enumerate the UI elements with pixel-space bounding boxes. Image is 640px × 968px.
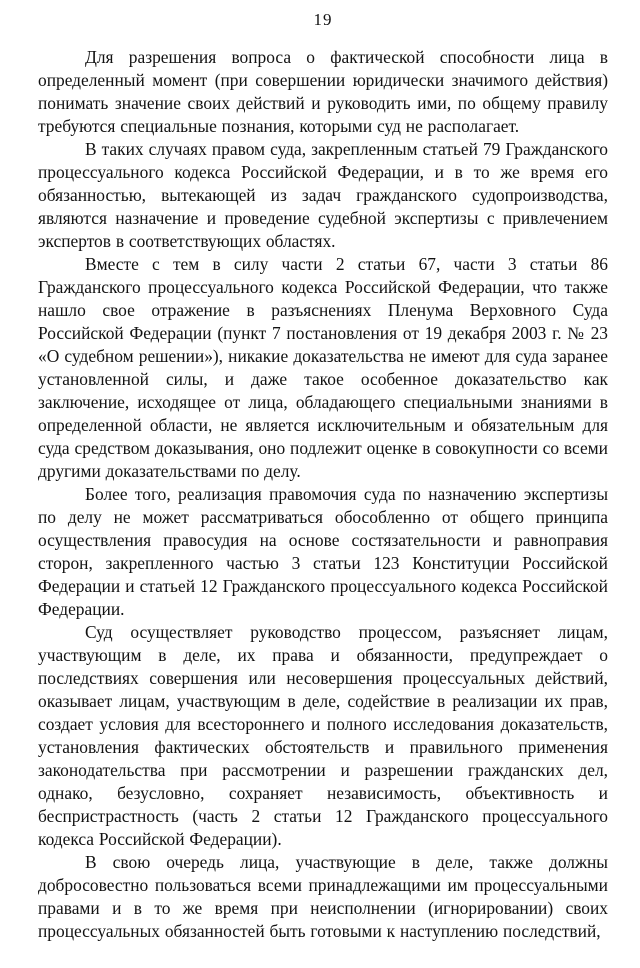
paragraph: Вместе с тем в силу части 2 статьи 67, части 3 статьи 86 Гражданского процессуального кодекса Российской Федерации, что также нашло свое отражение в разъяснениях Пленума Верховного Суда Российской Федерации (пункт 7 постановления от 19 декабря 2003 г. № 23 «О судебном решении»), никакие доказательства не имеют для суда заранее установленной силы, и даже такое особенное доказательство как заключение, исходящее от лица, обладающего специальными знаниями в определенной области, не является исключительным и обязательным для суда средством доказывания, оно подлежит оценке в совокупности со всеми другими доказательствами по делу. (38, 254, 608, 481)
paragraph: В свою очередь лица, участвующие в деле, также должны добросовестно пользоваться всеми принадлежащими им процессуальными правами и в то же время при неисполнении (игнорировании) своих процессуальных обязанностей быть готовыми к наступлению последствий, (38, 852, 608, 941)
document-body (38, 46, 608, 943)
paragraph: Суд осуществляет руководство процессом, разъясняет лицам, участвующим в деле, их права и обязанности, предупреждает о последствиях совершения или несовершения процессуальных действий, оказывает лицам, участвующим в деле, содействие в реализации их прав, создает условия для всестороннего и полного исследования доказательств, установления фактических обстоятельств и правильного применения законодательства при рассмотрении и разрешении гражданских дел, однако, безусловно, сохраняет независимость, объективность и беспристрастность (часть 2 статьи 12 Гражданского процессуального кодекса Российской Федерации). (38, 622, 608, 849)
page-number: 19 (313, 10, 333, 29)
paragraph: Для разрешения вопроса о фактической способности лица в определенный момент (при совершении юридически значимого действия) понимать значение своих действий и руководить ими, по общему правилу требуются специальные познания, которыми суд не располагает. (38, 47, 608, 136)
paragraph: В таких случаях правом суда, закрепленным статьей 79 Гражданского процессуального кодекса Российской Федерации, и в то же время его обязанностью, вытекающей из задач гражданского судопроизводства, являются назначение и проведение судебной экспертизы с привлечением экспертов в соответствующих областях. (38, 139, 608, 251)
paragraph: Более того, реализация правомочия суда по назначению экспертизы по делу не может рассматриваться обособленно от общего принципа осуществления правосудия на основе состязательности и равноправия сторон, закрепленного частью 3 статьи 123 Конституции Российской Федерации и статьей 12 Гражданского процессуального кодекса Российской Федерации. (38, 484, 608, 619)
